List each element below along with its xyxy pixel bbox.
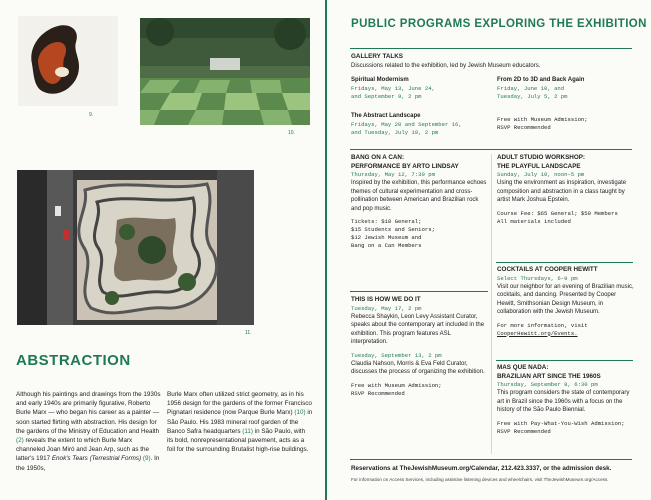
gallery-talks-note: Free with Museum Admission; RSVP Recommended <box>497 116 588 131</box>
public-programs-title: PUBLIC PROGRAMS EXPLORING THE EXHIBITION <box>351 18 647 30</box>
image-9-sculpture <box>18 16 118 106</box>
workshop-block: ADULT STUDIO WORKSHOP: THE PLAYFUL LANDSCAPE Sunday, July 10, noon–5 pm Using the environment as inspiration, investigate composition and abstraction in a class taught by artist Mark Joshua Epstein. Course Fee: $65 General; $50 Members All materials included <box>497 154 627 225</box>
this-is-how-block: THIS IS HOW WE DO IT Tuesday, May 17, 2 pm Rebecca Shaykin, Leon Levy Assistant Curator, speaks about the contemporary art included in the exhibition. This program features ASL interpretation. Tuesday, September 13, 2 pm Claudia Nahson, Morris & Eva Feld Curator, discusses the process of organizing the exhibition. Free with Museum Admission; RSVP Recommended <box>351 296 485 397</box>
gallery-talks-block <box>351 53 631 70</box>
gallery-talks-desc: Discussions related to the exhibition, led by Jewish Museum educators. <box>351 62 541 69</box>
top-rule <box>350 48 632 49</box>
rule-4-right <box>496 360 633 361</box>
reservations-line: Reservations at TheJewishMuseum.org/Calendar, 212.423.3337, or the admission desk. <box>351 465 612 472</box>
cooper-hewitt-link[interactable]: CooperHewitt.org/Events. <box>497 329 578 337</box>
caption-11: 11. <box>245 330 252 336</box>
image-10-garden <box>140 18 310 125</box>
section-title-abstraction: ABSTRACTION <box>16 352 131 369</box>
right-page <box>327 0 651 500</box>
image-11-roof-garden <box>17 170 254 325</box>
bottom-rule <box>350 459 632 460</box>
talk-abstract-landscape: The Abstract Landscape Fridays, May 20 and September 16, and Tuesday, July 19, 2 pm <box>351 113 462 136</box>
caption-9: 9. <box>89 112 94 118</box>
talk-spiritual-modernism: Spiritual Modernism Fridays, May 13, June 24, and September 9, 2 pm <box>351 77 435 100</box>
body-column-2: Burle Marx often utilized strict geometry, as in his 1956 design for the gardens of the former Francisco Pignatari residence (now Parque Burle Marx) (10) in São Paulo. His 1983 mineral roof garden of the Banco Safra headquarters (11) in São Paulo, with its bold, nonrepresentational pavement, acts as a foil for the surrounding Brutalist high-rise buildings. <box>167 391 313 454</box>
rule-3-left <box>350 291 488 292</box>
caption-10: 10. <box>288 130 295 136</box>
mas-que-nada-block: MAS QUE NADA: BRAZILIAN ART SINCE THE 1960S Thursday, September 8, 6:30 pm This program considers the state of contemporary art in Brazil since the 1960s with a focus on the history of the São Paulo Biennial. Free with Pay-What-You-Wish Admission; RSVP Recommended <box>497 364 630 435</box>
bang-on-a-can-block: BANG ON A CAN: PERFORMANCE BY ARTO LINDSAY Thursday, May 12, 7:30 pm Inspired by the exhibition, this performance echoes themes of cultural experimentation and cross-pollination between American and Brazilian rock and pop music. Tickets: $18 General; $15 Students and Seniors; $12 Jewish Museum and Bang on a Can Members <box>351 154 487 249</box>
access-line: For information on Access Services, including assistive listening devices and wheelchairs, visit TheJewishMuseum.org/Access. <box>351 477 609 482</box>
rule-2 <box>350 149 632 150</box>
talk-2d-3d: From 2D to 3D and Back Again Friday, June 10, and Tuesday, July 5, 2 pm <box>497 77 585 100</box>
rule-3-right <box>496 262 633 263</box>
gallery-talks-heading: GALLERY TALKS <box>351 53 404 60</box>
column-divider <box>491 154 492 454</box>
cocktails-block: COCKTAILS AT COOPER HEWITT Select Thursdays, 6–9 pm Visit our neighbor for an evening of Brazilian music, cocktails, and dancing. Presented by Cooper Hewitt, Smithsonian Design Museum, in collaboration with the Jewish Museum. For more information, visit CooperHewitt.org/Events. <box>497 266 634 337</box>
body-column-1: Although his paintings and drawings from the 1930s and early 1940s are primarily figurative, Roberto Burle Marx — who began his career as a painter — soon started flirting with abstraction. His design for the gardens of the Ministry of Education and Health (2) reveals the extent to which Burle Marx channeled Joan Miró and Jean Arp, such as the latter's 1917 Enok's Tears (Terrestrial Forms) (9). In the 1950s, <box>16 391 161 472</box>
